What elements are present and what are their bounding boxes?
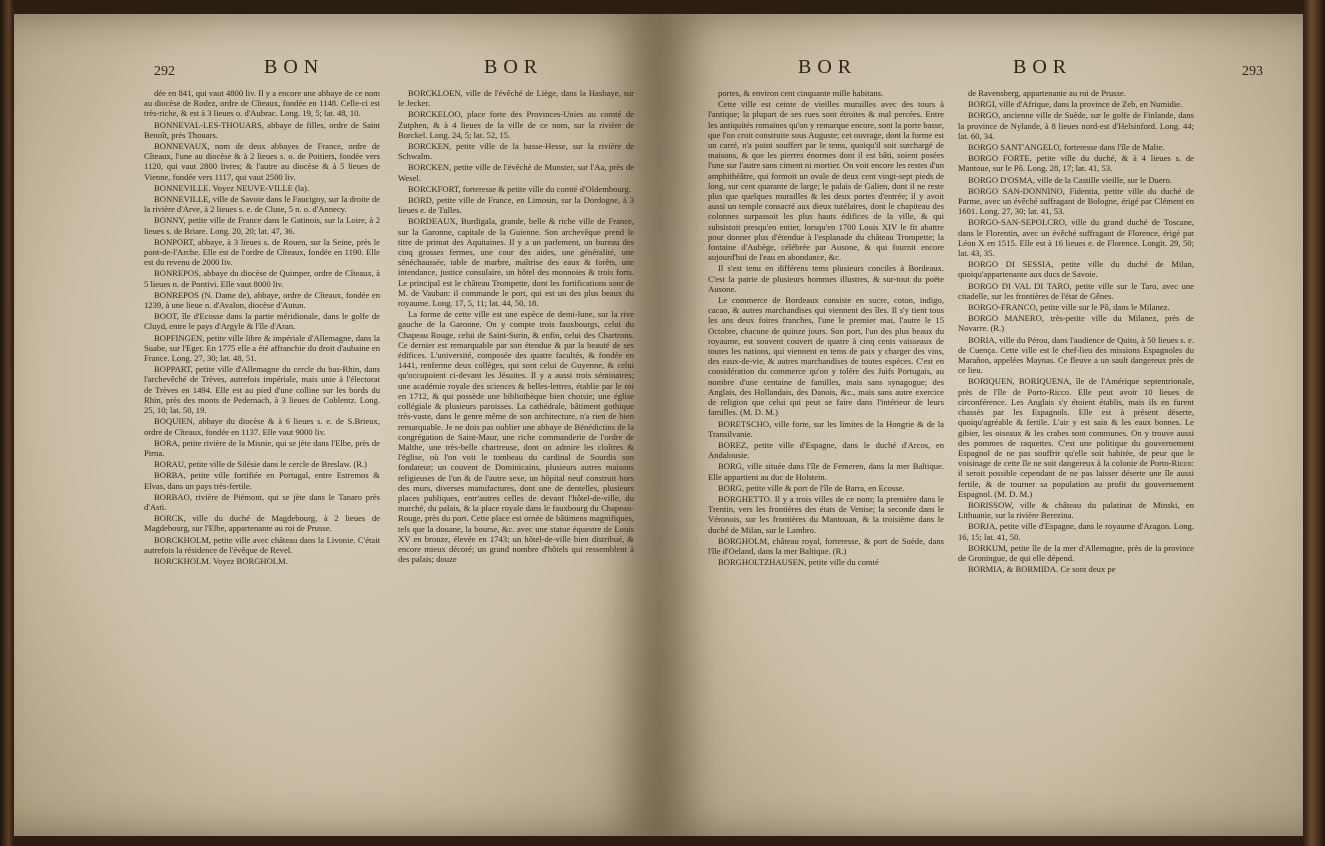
left-running-head: BON: [264, 56, 325, 78]
dictionary-entry: BORGO SAN-DONNINO, Fidentia, petite ville du duché de Parme, avec un évêché suffragant de Bologne, érigé par Clément en 1601. Long. 27, 30; lat. 41, 53.: [958, 185, 1194, 217]
dictionary-entry: BORIQUEN, BORIQUENA, île de l'Amérique septentrionale, près de l'île de Porto-Ricco. Elle peut avoir 10 lieues de circonférence. Les Anglais s'y étoient établis, mais ils en furent chassés par les Espagnols. Elle est à présent déserte, quoiqu'agréable & fertile. L'air y est sain & les eaux bonnes. Le gibier, les oiseaux & les crabes sont communes. On y trouve aussi des pommes de raquettes. C'est une politique du gouvernement Espagnol de ne pas souffrir qu'elle soit habitée, de peur que le voisinage de cette île ne soit dangereux à la colonie de Porto-Ricco: il seroit possible cependant de ne pas laisser déserte une île aussi fertile, & de tourner sa population au profit du gouvernement Espagnol. (M. D. M.): [958, 376, 1194, 499]
left-page: [14, 14, 658, 836]
dictionary-entry: BORGO FORTE, petite ville du duché, & à 4 lieues s. de Mantoue, sur le Pô. Long. 28, 17; lat. 41, 53.: [958, 153, 1194, 174]
dictionary-entry: BORCKFORT, forteresse & petite ville du comté d'Oldembourg.: [408, 183, 631, 194]
dictionary-entry: BORGO, ancienne ville de Suède, sur le golfe de Finlande, dans la province de Nylande, à 8 lieues nord-est d'Helsinford. Long. 44; lat. 60, 34.: [958, 110, 1194, 141]
dictionary-entry: BOPFINGEN, petite ville libre & impériale d'Allemagne, dans la Suabe, sur l'Eger. En 1775 elle a été affranchie du droit d'aubaine en France. Long. 27, 30; lat. 48, 51.: [144, 332, 380, 364]
dictionary-entry: BORG, ville située dans l'île de Femeren, dans la mer Baltique. Elle appartient au duc de Holstein.: [708, 461, 944, 482]
dictionary-entry: BOOT, île d'Ecosse dans la partie méridionale, dans le golfe de Cluyd, entre le pays d'Argyle & l'île d'Aran.: [144, 311, 380, 332]
left-running-head-2: BOR: [484, 56, 544, 78]
dictionary-entry: de Ravensberg, appartenante au roi de Prusse.: [968, 88, 1126, 98]
dictionary-entry: BONPORT, abbaye, à 3 lieues s. de Rouen, sur la Seine, près le pont-de-l'Arche. Elle est de l'ordre de Cîteaux, fondée en 1190. Elle est du revenu de 2000 liv.: [144, 236, 380, 268]
book-edge-left: [0, 0, 14, 846]
dictionary-entry: BORDEAUX, Burdigala, grande, belle & riche ville de France, sur la Garonne, capitale de la Guienne. Son archevêque prend le titre de primat des Aquitaines. Il y a un parlement, un bureau des cinq grosses fermes, une cour des aides, une généralité, une sénéchaussée, table de marbre, maîtrise des eaux & forêts, une intendance, justice consulaire, un hôtel des monnoies & trois forts. Le principal est le château Trompette, dont les fortifications sont de M. de Vauban: il commande le port, qui est un des plus beaux du royaume. Long. 17, 5, 11; lat. 44, 50, 18.: [398, 216, 634, 309]
dictionary-entry: La forme de cette ville est une espèce de demi-lune, sur la rive gauche de la Garonne. On y compte trois fauxbourgs, celui du Chapeau Rouge, celui de Saint-Surin, & enfin, celui des Chartrons. Ce dernier est remarquable par son étendue & par la beauté de ses édifices. L'université, composée des quatre facultés, & fondée en 1441, renferme deux collèges, qui sont celui de Guyenne, & celui qu'occupoient ci-devant les Jésuites. Il y a aussi trois séminaires; une académie royale des sciences & belles-lettres, établie par le roi en 1712, & qui possède une bibliothèque bien choisie; une église collégiale & plusieurs paroisses. La cathédrale, bâtiment gothique très-vaste, dans le genre même de son architecture, n'a rien de bien remarquable. Je ne dois pas oublier une abbaye de Bénédictins de la congrégation de Saint-Maur, une riche commanderie de l'ordre de Malthe, une très-belle chartreuse, dont on admire les cloîtres & l'église, où l'on voit le tombeau du cardinal de Sourdis son fondateur; un couvent de Dominicains, plusieurs autres maisons religieuses de l'un & de l'autre sexe, un hôpital neuf construit hors des murs, diverses manufactures, dont une de dentelles, plusieurs places publiques, entr'autres celles de devant l'hôtel-de-ville, du marché, du palais, & la place royale dans le fauxbourg du Chapeau-Rouge, près du port. Cette place est ornée de bâtimens magnifiques, tels que la douane, la bourse, &c. avec une statue équestre de Louis XV en bronze, élevée en 1743; un hôtel-de-ville bien distribué, & encore mieux décoré; un grand nombre d'hôtels qui ressemblent à des palais; douze: [398, 309, 634, 565]
dictionary-entry: BORBAO, rivière de Piémont, qui se jète dans le Tanaro près d'Asti.: [144, 491, 380, 512]
dictionary-entry: BORGO D'OSMA, ville de la Castille vieille, sur le Duero.: [968, 174, 1172, 185]
dictionary-entry: BORA, petite rivière de la Misnie, qui se jète dans l'Elbe, près de Pirna.: [144, 437, 380, 458]
dictionary-entry: BORGO-SAN-SEPOLCRO, ville du grand duché de Toscane, dans le Florentin, avec un évêché suffragant de Florence, érigé par Léon X en 1515. Elle est à 16 lieues e. de Florence. Longit. 29, 50; lat. 43, 35.: [958, 217, 1194, 259]
dictionary-entry: BORGO MANERO, très-petite ville du Milanez, près de Novarre. (R.): [958, 313, 1194, 334]
dictionary-entry: BORBA, petite ville fortifiée en Portugal, entre Estremos & Elvas, dans un pays très-fertile.: [144, 470, 380, 491]
dictionary-entry: BORGO SANT'ANGELO, forteresse dans l'île de Malte.: [968, 142, 1165, 153]
dictionary-entry: BORGI, ville d'Afrique, dans la province de Zeb, en Numidie.: [968, 99, 1183, 110]
dictionary-entry: BORISSOW, ville & château du palatinat de Minski, en Lithuanie, sur la rivière Berezina.: [958, 499, 1194, 521]
right-running-head: BOR: [798, 56, 858, 78]
dictionary-entry: BORCK, ville du duché de Magdebourg, à 2 lieues de Magdebourg, sur l'Elbe, appartenante au roi de Prusse.: [144, 513, 380, 534]
dictionary-entry: dée en 841, qui vaut 4800 liv. Il y a encore une abbaye de ce nom au diocèse de Rodez, ordre de Cîteaux, fondée en 1148. Celle-ci est très-riche, & est à 3 lieues o. d'Aubrac. Long. 19, 5; lat. 48, 10.: [144, 88, 380, 119]
dictionary-entry: BORCKLOEN, ville de l'évêché de Liège, dans la Hasbaye, sur le Jecker.: [398, 88, 634, 109]
dictionary-entry: BORCKEN, petite ville de la basse-Hesse, sur la rivière de Schwalm.: [398, 141, 634, 162]
dictionary-entry: Cette ville est ceinte de vieilles murailles avec des tours à l'antique; la plupart de ses rues sont étroites & mal percées. Entre les antiquités romaines qu'on y remarque encore, sont la porte basse, que l'on croit construite sous Auguste; cet ouvrage, dont la forme est un carré, n'a point souffert par le tems, quoiqu'il soit surchargé de maisons, & que les pierres énormes dont il est bâti, soient posées l'une sur l'autre sans ciment ni mortier. On voit encore les restes d'un amphithéâtre, qui formoit un ovale de deux cent vingt-sept pieds de long, sur cent quarante de large; le palais de Galien, dont il ne reste plus que quelques murailles & les deux portes d'entrée; il y avoit aussi un temple consacré aux dieux tutélaires, dont le chapiteau des colonnes surpassoit les plus hauts édifices de la ville, & qui subsistoit presqu'en entier, lorsqu'en 1700 Louis XIV le fit abattre pour donner plus d'étendue à l'esplanade du château Trompette; la fontaine d'Aubège, célébrée par Ausone, & qui fournit encore aujourd'hui de l'eau en abondance, &c.: [708, 99, 944, 263]
dictionary-entry: Il s'est tenu en différens tems plusieurs conciles à Bordeaux. C'est la patrie de plusieurs hommes illustres, & sur-tout du poëte Ausone.: [708, 263, 944, 294]
dictionary-entry: Le commerce de Bordeaux consiste en sucre, coton, indigo, cacao, & autres marchandises qui viennent des îles. Il s'y tient tous les ans deux foires franches, l'une le premier mai, l'autre le 15 Octobre, chacune de quinze jours. Son port, l'un des plus beaux du royaume, est souvent couvert de quatre à cinq cents vaisseaux de toutes les nations, qui viennent en tems de paix y charger des vins, des eaux-de-vie, & autres marchandises de toutes espèces. C'est en considération du commerce qu'on y tolère des Juifs Portugais, au nombre d'une centaine de familles, mais sans synagogue; des Anglais, des Hollandais, des Danois, &c., mais sans autre exercice de religion que celui qui peut se faire dans l'intérieur de leurs familles. (M. D. M.): [708, 295, 944, 418]
right-page-number: 293: [1242, 64, 1263, 79]
dictionary-entry: BORGO DI SESSIA, petite ville du duché de Milan, quoiqu'appartenante aux ducs de Savoie.: [958, 259, 1194, 280]
dictionary-entry: BORETSCHO, ville forte, sur les limites de la Hongrie & de la Transilvanie.: [708, 418, 944, 439]
dictionary-entry: BORJA, petite ville d'Espagne, dans le royaume d'Aragon. Long. 16, 15; lat. 41, 50.: [958, 521, 1194, 542]
dictionary-entry: BORIA, ville du Pérou, dans l'audience de Quito, à 50 lieues s. e. de Cuença. Cette ville est le chef-lieu des missions Espagnoles du Marañon, appelées Maynas. Ce fleuve a un sault dangereux près de ce lieu.: [958, 334, 1194, 376]
book-edge-right: [1303, 0, 1325, 846]
dictionary-entry: BORGO DI VAL DI TARO, petite ville sur le Taro, avec une citadelle, sur les frontières de l'état de Gênes.: [958, 280, 1194, 301]
left-page-header: [14, 50, 658, 86]
right-page: [658, 14, 1303, 836]
dictionary-entry: portes, & environ cent cinquante mille habitans.: [718, 88, 884, 98]
left-column-2: [398, 88, 634, 565]
right-running-head-2: BOR: [1013, 56, 1073, 78]
dictionary-entry: BORCKELOO, place forte des Provinces-Unies au comté de Zutphen, & à 4 lieues de la ville de ce nom, sur la rivière de Borckel. Long. 24, 5; lat. 52, 15.: [398, 109, 634, 140]
dictionary-entry: BONNEVAL-LES-THOUARS, abbaye de filles, ordre de Saint Benoît, près Thouars.: [144, 119, 380, 140]
right-page-header: [658, 50, 1303, 86]
dictionary-entry: BORGHOLTZHAUSEN, petite ville du comté: [718, 557, 879, 568]
dictionary-entry: BORCKHOLM. Voyez BORGHOLM.: [154, 555, 288, 566]
dictionary-entry: BORCKHOLM, petite ville avec château dans la Livonie. C'était autrefois la résidence de l'évêque de Revel.: [144, 534, 380, 555]
right-column-2: [958, 88, 1194, 575]
dictionary-entry: BONNEVAUX, nom de deux abbayes de France, ordre de Cîteaux, l'une au diocèse & à 2 lieues s. o. de Poitiers, fondée vers 1120, qui vaut 2800 livres; & l'autre au diocèse & à 5 lieues de Vienne, fondée vers 1117, qui vaut 2500 liv.: [144, 141, 380, 182]
dictionary-entry: BONREPOS (N. Dame de), abbaye, ordre de Cîteaux, fondée en 1239, à une lieue n. d'Avalon, diocèse d'Autun.: [144, 289, 380, 311]
dictionary-entry: BORAU, petite ville de Silésie dans le cercle de Breslaw. (R.): [154, 459, 368, 470]
dictionary-entry: BOQUIEN, abbaye du diocèse & à 6 lieues s. e. de S.Brieux, ordre de Cîteaux, fondée en 1137. Elle vaut 9000 liv.: [144, 416, 380, 437]
dictionary-entry: BORMIA, & BORMIDA. Ce sont deux pe: [968, 564, 1116, 575]
dictionary-entry: BONREPOS, abbaye du diocèse de Quimper, ordre de Cîteaux, à 5 lieues n. de Pontivi. Elle vaut 8000 liv.: [144, 268, 380, 289]
dictionary-entry: BORG, petite ville & port de l'île de Barra, en Ecosse.: [718, 482, 905, 493]
dictionary-entry: BORGHOLM, château royal, forteresse, & port de Suède, dans l'île d'Oeland, dans la mer Baltique. (R.): [708, 535, 944, 556]
dictionary-entry: BORCKEN, petite ville de l'évêché de Munster, sur l'Aa, près de Wesel.: [398, 162, 634, 183]
dictionary-entry: BOREZ, petite ville d'Espagne, dans le duché d'Arcos, en Andalousie.: [708, 439, 944, 461]
dictionary-entry: BORKUM, petite île de la mer d'Allemagne, près de la province de Groningue, de qui elle dépend.: [958, 542, 1194, 563]
dictionary-entry: BONNEVILLE, ville de Savoie dans le Faucigny, sur la droite de la rivière d'Arve, à 2 lieues s. e. de Cluse, 5 n. o. d'Annecy.: [144, 194, 380, 215]
left-column-1: [144, 88, 380, 567]
dictionary-entry: BORGHETTO. Il y a trois villes de ce nom; la première dans le Trentin, vers les frontières des états de Venise; la seconde dans le Véronois, sur les frontières du Mantouan, & la troisième dans le duché de Milan, sur le Lambro.: [708, 493, 944, 535]
dictionary-entry: BORGO-FRANCO, petite ville sur le Pô, dans le Milanez.: [968, 302, 1170, 313]
dictionary-entry: BONNY, petite ville de France dans le Gatinois, sur la Loire, à 2 lieues s. de Briare. Long. 20, 20; lat. 47, 36.: [144, 215, 380, 236]
left-page-number: 292: [154, 64, 175, 79]
dictionary-entry: BONNEVILLE. Voyez NEUVE-VILLE (la).: [154, 182, 310, 193]
dictionary-entry: BOPPART, petite ville d'Allemagne du cercle du bas-Rhin, dans l'archevêché de Trèves, autrefois impériale, mais unie à l'électorat de Trèves en 1494. Elle est au pied d'une colline sur les bords du Rhin, près des monts de Pedernach, à 3 lieues de Coblentz. Long. 25, 10; lat. 50, 19.: [144, 364, 380, 416]
right-column-1: [708, 88, 944, 568]
dictionary-entry: BORD, petite ville de France, en Limosin, sur la Dordogne, à 3 lieues e. de Tulles.: [398, 195, 634, 216]
